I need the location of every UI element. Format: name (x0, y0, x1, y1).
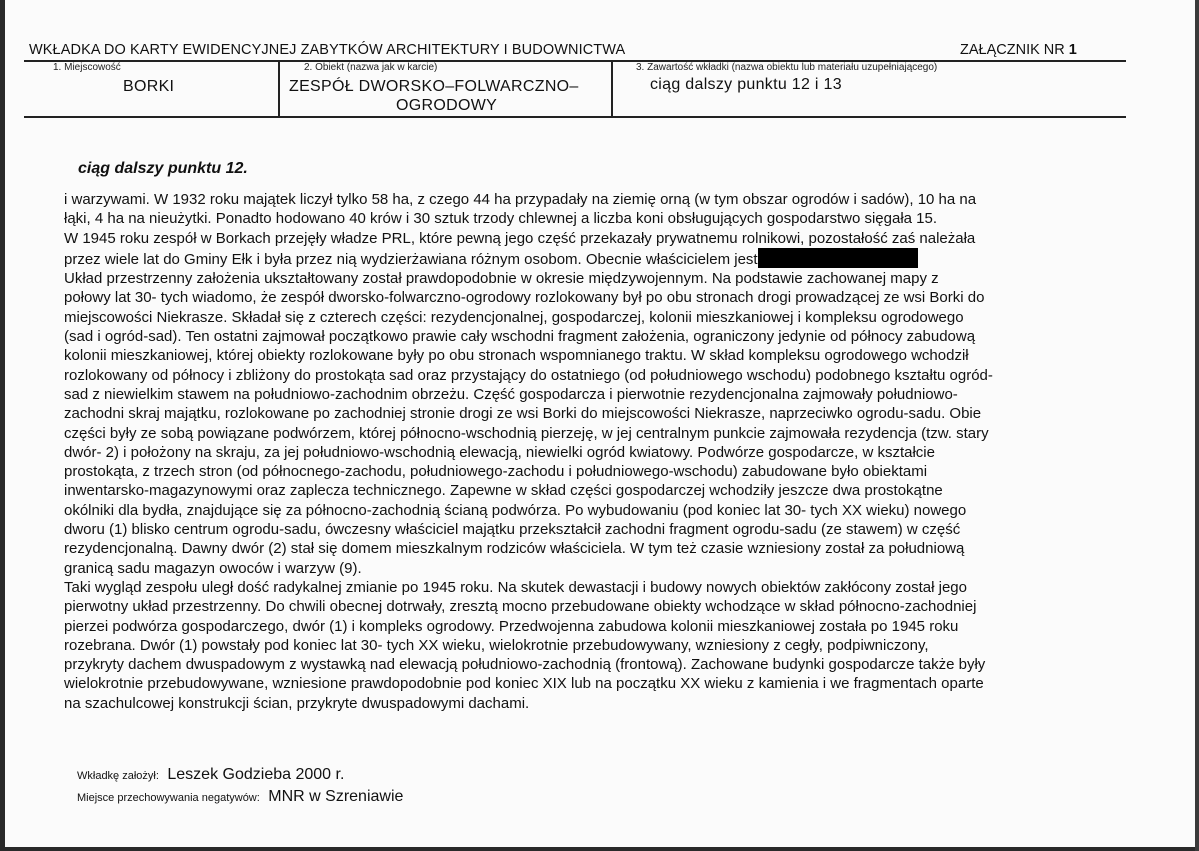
body-line: na szachulcowej konstrukcji ścian, przykryte dwuspadowymi dachami. (64, 694, 530, 712)
redaction-block (758, 248, 918, 268)
table-divider-1 (278, 61, 280, 117)
field-contents-label: 3. Zawartość wkładki (nazwa obiektu lub materiału uzupełniającego) (636, 62, 938, 73)
body-line: Układ przestrzenny założenia ukształtowany został prawdopodobnie w okresie międzywojennym. Na podstawie zachowanej mapy z (64, 270, 939, 288)
body-line: kolonii mieszkaniowej, której obiekty rozlokowane były po obu stronach wspomnianego traktu. W skład kompleksu ogrodowego wchodził (64, 347, 969, 365)
body-line-with-redaction (64, 248, 1164, 269)
body-line: zachodni skraj majątku, rozlokowane po zachodniej stronie drogi ze wsi Borki do miejscowości Niekrasze, naprzeciwko ogrodu-sadu. Obie (64, 405, 982, 423)
body-line: dworu (1) blisko centrum ogrodu-sadu, ówczesny właściciel majątku przekształcił zachodni fragment ogrodu-sadu (ze stawem) w część (64, 521, 961, 539)
field-object-value-line2: OGRODOWY (396, 97, 498, 114)
body-line: części były ze sobą powiązane podwórzem, której północno-wschodnią pierzeję, w jej centralnym punkcie zajmowała rezydencja (tzw. stary (64, 424, 989, 442)
body-line: granicą sadu magazyn owoców i warzyw (9). (64, 559, 362, 577)
body-line: połowy lat 30- tych wiadomo, że zespół dworsko-folwarczno-ogrodowy rozlokowany był po obu stronach drogi prowadzącej ze wsi Borki do (64, 289, 985, 307)
table-bottom-rule (24, 116, 1126, 118)
body-line: (sad i ogród-sad). Ten ostatni zajmował początkowo prawie cały wschodni fragment założenia, ograniczony jedynie od północy zabudową (64, 328, 976, 346)
field-locality-value: BORKI (123, 78, 175, 95)
body-line: rezydencjonalną. Dawny dwór (2) stał się domem mieszkalnym rodziców właściciela. W tym też czasie wzniesiony został za południową (64, 540, 965, 558)
section-title: ciąg dalszy punktu 12. (78, 160, 248, 177)
body-line: prostokąta, z trzech stron (od północnego-zachodu, południowego-zachodu i południowego-wschodu) zabudowane było obiektami (64, 463, 928, 481)
field-object-label: 2. Obiekt (nazwa jak w karcie) (304, 62, 438, 73)
body-line: dwór- 2) i położony na skraju, za jej południowo-wschodnią elewacją, niewielki ogród kwiatowy. Podwórze gospodarcze, w kształcie (64, 443, 935, 461)
body-line: okólniki dla bydła, znajdujące się za północno-zachodnią ścianą podwórza. Po wybudowaniu (pod koniec lat 30- tych XX wieku) nowego (64, 501, 967, 519)
form-title: WKŁADKA DO KARTY EWIDENCYJNEJ ZABYTKÓW ARCHITEKTURY I BUDOWNICTWA (29, 42, 626, 58)
body-line: Taki wygląd zespołu uległ dość radykalnej zmianie po 1945 roku. Na skutek dewastacji i budowy nowych obiektów zakłócony został jego (64, 578, 967, 596)
field-contents-value: ciąg dalszy punktu 12 i 13 (650, 76, 842, 93)
author-value: Leszek Godzieba 2000 r. (167, 766, 345, 783)
storage-value: MNR w Szreniawie (268, 788, 404, 805)
author-row (77, 766, 344, 784)
field-object-value-line1: ZESPÓŁ DWORSKO–FOLWARCZNO– (289, 78, 579, 95)
document-page (5, 0, 1195, 847)
table-top-rule (24, 60, 1126, 62)
annex-number: 1 (1068, 42, 1077, 58)
body-line: pierzei podwórza gospodarczego, dwór (1) i kompleks ogrodowy. Przedwojenna zabudowa kolonii mieszkaniowej została po 1945 roku (64, 617, 959, 635)
body-line: W 1945 roku zespół w Borkach przejęły władze PRL, które pewną jego część przekazały prywatnemu rolnikowi, pozostałość zaś należała (64, 229, 976, 247)
body-line: wielokrotnie przebudowywane, wzniesione prawdopodobnie pod koniec XIX lub na początku XX wieku z kamienia i we fragmentach oparte (64, 675, 984, 693)
body-text (64, 190, 1164, 713)
table-divider-2 (611, 61, 613, 117)
body-line: miejscowości Niekrasze. Składał się z czterech części: rezydencjonalnej, gospodarczej, kolonii mieszkaniowej i kompleksu ogrodowego (64, 308, 964, 326)
field-locality-label: 1. Miejscowość (53, 62, 121, 73)
body-line: rozebrana. Dwór (1) powstały pod koniec lat 30- tych XX wieku, wielokrotnie przebudowywany, wzniesiony z cegły, podpiwniczony, (64, 636, 929, 654)
body-line: łąki, 4 ha na nieużytki. Ponadto hodowano 40 krów i 30 sztuk trzody chlewnej a liczba koni obsługujących gospodarstwo sięgała 15. (64, 210, 938, 228)
body-line-text: przez wiele lat do Gminy Ełk i była przez nią wydzierżawiana różnym osobom. Obecnie właścicielem jest (64, 250, 758, 268)
scan-edge (1195, 0, 1199, 851)
body-line: i warzywami. W 1932 roku majątek liczył tylko 58 ha, z czego 44 ha przypadały na ziemię orną (w tym obszar ogrodów i sadów), 10 ha na (64, 191, 977, 208)
body-line: rozlokowany od północy i zbliżony do prostokąta sad oraz przystający do ostatniego (od południowego wschodu) podobnego kształtu ogród- (64, 366, 993, 384)
annex-label-text: ZAŁĄCZNIK NR (960, 42, 1065, 58)
storage-row (77, 788, 403, 806)
annex-label (960, 42, 1077, 58)
body-line: przykryty dachem dwuspadowym z wystawką nad elewacją południowo-zachodnią (frontową). Zachowane budynki gospodarcze także były (64, 656, 986, 674)
body-line: inwentarsko-magazynowymi oraz zaplecza technicznego. Zapewne w skład części gospodarczej wchodziły jeszcze dwa prostokątne (64, 482, 943, 500)
body-line: pierwotny układ przestrzenny. Do chwili obecnej dotrwały, zresztą mocno przebudowane obiekty wchodzące w skład północno-zachodniej (64, 598, 977, 616)
body-line: sad z niewielkim stawem na południowo-zachodnim obrzeżu. Część gospodarcza i pierwotnie rezydencjonalna zajmowały południowo- (64, 385, 958, 403)
storage-label: Miejsce przechowywania negatywów: (77, 792, 260, 804)
author-label: Wkładkę założył: (77, 770, 159, 782)
